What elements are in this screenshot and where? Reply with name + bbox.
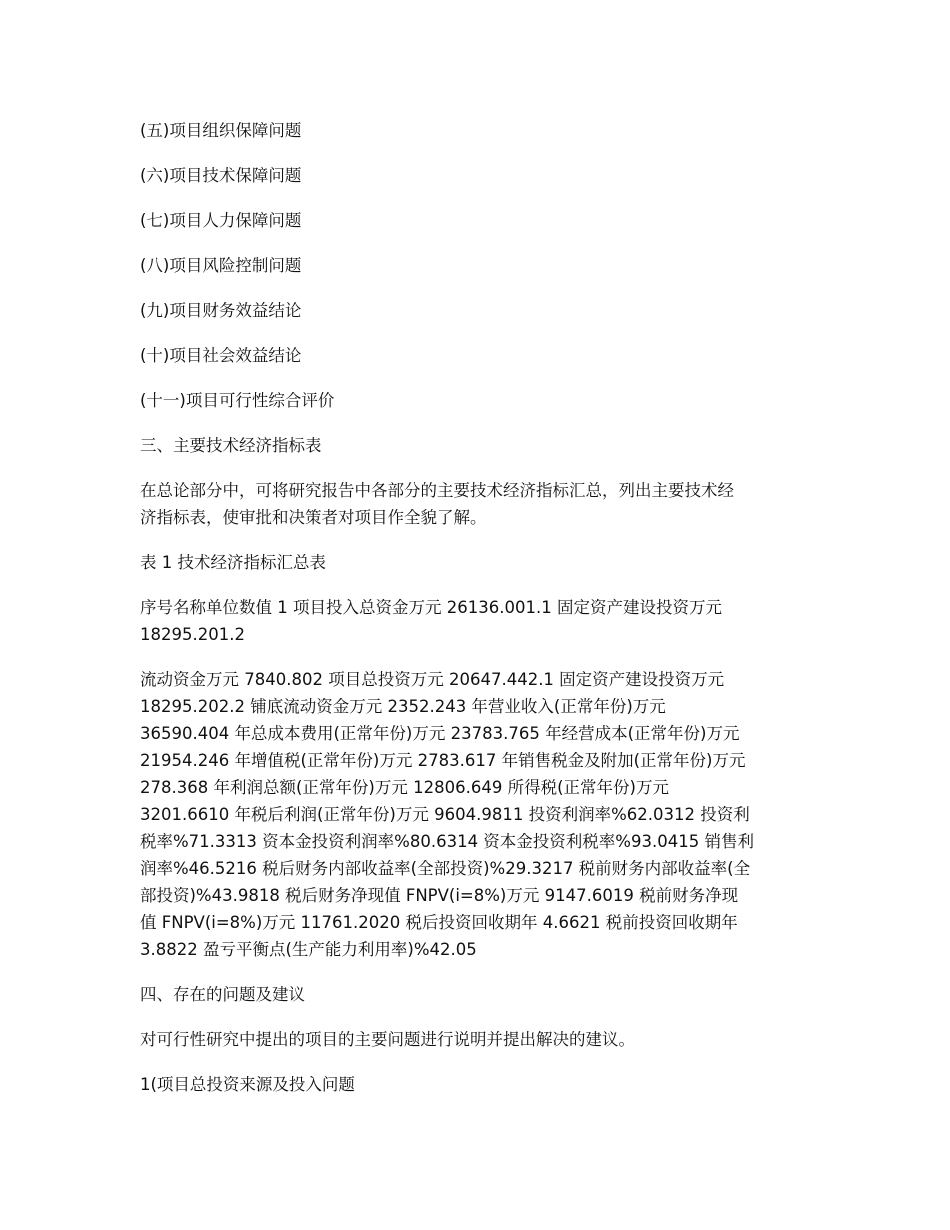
paragraph-line: 税率%71.3313 资本金投资利润率%80.6314 资本金投资利税率%93.0415 销售利 [140,832,754,851]
paragraph-line: 3.8822 盈亏平衡点(生产能力利用率)%42.05 [140,940,477,959]
table-header-text [140,594,812,648]
list-item: 1(项目总投资来源及投入问题 [140,1075,355,1094]
paragraph-line: 润率%46.5216 税后财务内部收益率(全部投资)%29.3217 税前财务内部收益率(全 [140,859,751,878]
paragraph [140,477,812,531]
list-item: (七)项目人力保障问题 [140,211,302,230]
list-item: (十)项目社会效益结论 [140,346,302,365]
list-item: (十一)项目可行性综合评价 [140,391,335,410]
list-item: (五)项目组织保障问题 [140,121,302,140]
paragraph-line: 值 FNPV(i=8%)万元 11761.2020 税后投资回收期年 4.6621 税前投资回收期年 [140,913,738,932]
paragraph-line: 部投资)%43.9818 税后财务净现值 FNPV(i=8%)万元 9147.6019 税前财务净现 [140,886,739,905]
table-caption: 表 1 技术经济指标汇总表 [140,553,326,572]
paragraph-line: 18295.202.2 铺底流动资金万元 2352.243 年营业收入(正常年份)万元 [140,697,666,716]
paragraph-line: 序号名称单位数值 1 项目投入总资金万元 26136.001.1 固定资产建设投资万元 [140,598,722,617]
list-item: (六)项目技术保障问题 [140,166,302,185]
paragraph-line: 在总论部分中，可将研究报告中各部分的主要技术经济指标汇总，列出主要技术经 [140,481,734,500]
paragraph: 对可行性研究中提出的项目的主要问题进行说明并提出解决的建议。 [140,1030,635,1049]
paragraph-line: 济指标表，使审批和决策者对项目作全貌了解。 [140,508,487,527]
table-body-text [140,666,812,963]
paragraph-line: 18295.201.2 [140,625,245,644]
paragraph-line: 3201.6610 年税后利润(正常年份)万元 9604.9811 投资利润率%62.0312 投资利 [140,805,750,824]
paragraph-line: 36590.404 年总成本费用(正常年份)万元 23783.765 年经营成本(正常年份)万元 [140,724,740,743]
section-heading: 四、存在的问题及建议 [140,985,305,1004]
list-item: (九)项目财务效益结论 [140,301,302,320]
paragraph-line: 流动资金万元 7840.802 项目总投资万元 20647.442.1 固定资产建设投资万元 [140,670,725,689]
document-page [140,117,812,1116]
section-heading: 三、主要技术经济指标表 [140,436,322,455]
paragraph-line: 278.368 年利润总额(正常年份)万元 12806.649 所得税(正常年份)万元 [140,778,669,797]
list-item: (八)项目风险控制问题 [140,256,302,275]
paragraph-line: 21954.246 年增值税(正常年份)万元 2783.617 年销售税金及附加(正常年份)万元 [140,751,746,770]
